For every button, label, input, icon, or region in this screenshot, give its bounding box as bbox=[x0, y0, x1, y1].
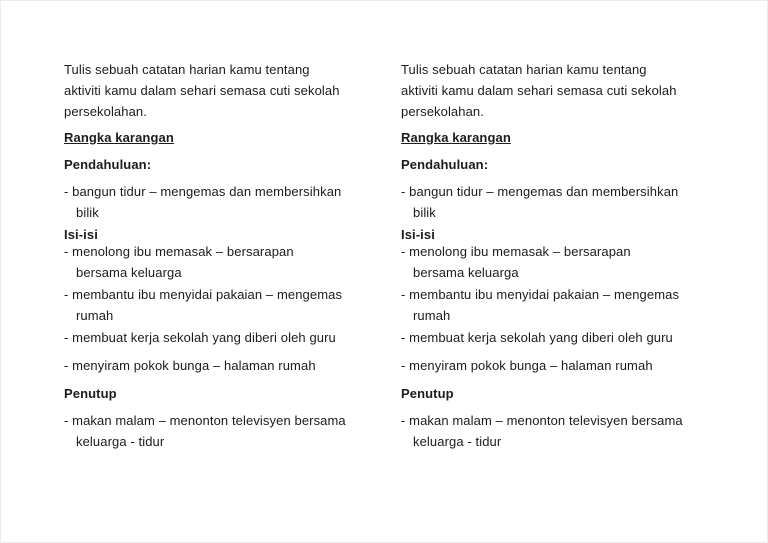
instruction-line: aktiviti kamu dalam sehari semasa cuti sekolah bbox=[401, 83, 677, 98]
instruction-line: aktiviti kamu dalam sehari semasa cuti sekolah bbox=[64, 83, 340, 98]
outline-item bbox=[64, 355, 369, 376]
outline-item-line: bilik bbox=[76, 205, 99, 220]
outline-item-line: bersama keluarga bbox=[413, 265, 519, 280]
column-left bbox=[64, 59, 369, 542]
task-instruction bbox=[401, 59, 706, 122]
outline-item bbox=[401, 241, 706, 283]
section-label-penutup: Penutup bbox=[64, 386, 117, 401]
instruction-line: persekolahan. bbox=[64, 104, 147, 119]
section-label-pendahuluan: Pendahuluan: bbox=[401, 157, 489, 172]
outline-heading: Rangka karangan bbox=[401, 130, 511, 145]
outline-item bbox=[64, 284, 369, 326]
section-label-isi: Isi-isi bbox=[401, 227, 435, 242]
outline-item-line: - bangun tidur – mengemas dan membersihkan bbox=[401, 184, 679, 199]
outline-item-line: - menolong ibu memasak – bersarapan bbox=[401, 244, 631, 259]
section-label-penutup: Penutup bbox=[401, 386, 454, 401]
outline-item-line: - membantu ibu menyidai pakaian – mengemas bbox=[64, 287, 343, 302]
outline-item-line: - bangun tidur – mengemas dan membersihkan bbox=[64, 184, 342, 199]
outline-item-line: - membuat kerja sekolah yang diberi oleh guru bbox=[64, 330, 336, 345]
instruction-line: persekolahan. bbox=[401, 104, 484, 119]
outline-item-line: - membantu ibu menyidai pakaian – mengemas bbox=[401, 287, 680, 302]
outline-item-line: keluarga - tidur bbox=[413, 434, 502, 449]
outline-item-line: bersama keluarga bbox=[76, 265, 182, 280]
outline-item-line: - menyiram pokok bunga – halaman rumah bbox=[401, 358, 653, 373]
column-right bbox=[401, 59, 706, 542]
section-label-pendahuluan: Pendahuluan: bbox=[64, 157, 152, 172]
instruction-line: Tulis sebuah catatan harian kamu tentang bbox=[64, 62, 310, 77]
outline-item-line: - membuat kerja sekolah yang diberi oleh guru bbox=[401, 330, 673, 345]
outline-item bbox=[401, 355, 706, 376]
outline-item bbox=[64, 181, 369, 223]
outline-item-line: rumah bbox=[413, 308, 451, 323]
outline-item bbox=[401, 410, 706, 452]
task-instruction bbox=[64, 59, 369, 122]
outline-item-line: - makan malam – menonton televisyen bersama bbox=[64, 413, 346, 428]
outline-item-line: - menyiram pokok bunga – halaman rumah bbox=[64, 358, 316, 373]
outline-item bbox=[64, 241, 369, 283]
outline-item bbox=[401, 284, 706, 326]
outline-item-line: - menolong ibu memasak – bersarapan bbox=[64, 244, 294, 259]
outline-item-line: rumah bbox=[76, 308, 114, 323]
outline-item bbox=[64, 410, 369, 452]
outline-item-line: keluarga - tidur bbox=[76, 434, 165, 449]
outline-heading: Rangka karangan bbox=[64, 130, 174, 145]
section-label-isi: Isi-isi bbox=[64, 227, 98, 242]
outline-item bbox=[401, 327, 706, 348]
outline-item-line: - makan malam – menonton televisyen bersama bbox=[401, 413, 683, 428]
outline-item-line: bilik bbox=[413, 205, 436, 220]
instruction-line: Tulis sebuah catatan harian kamu tentang bbox=[401, 62, 647, 77]
outline-item bbox=[64, 327, 369, 348]
outline-item bbox=[401, 181, 706, 223]
